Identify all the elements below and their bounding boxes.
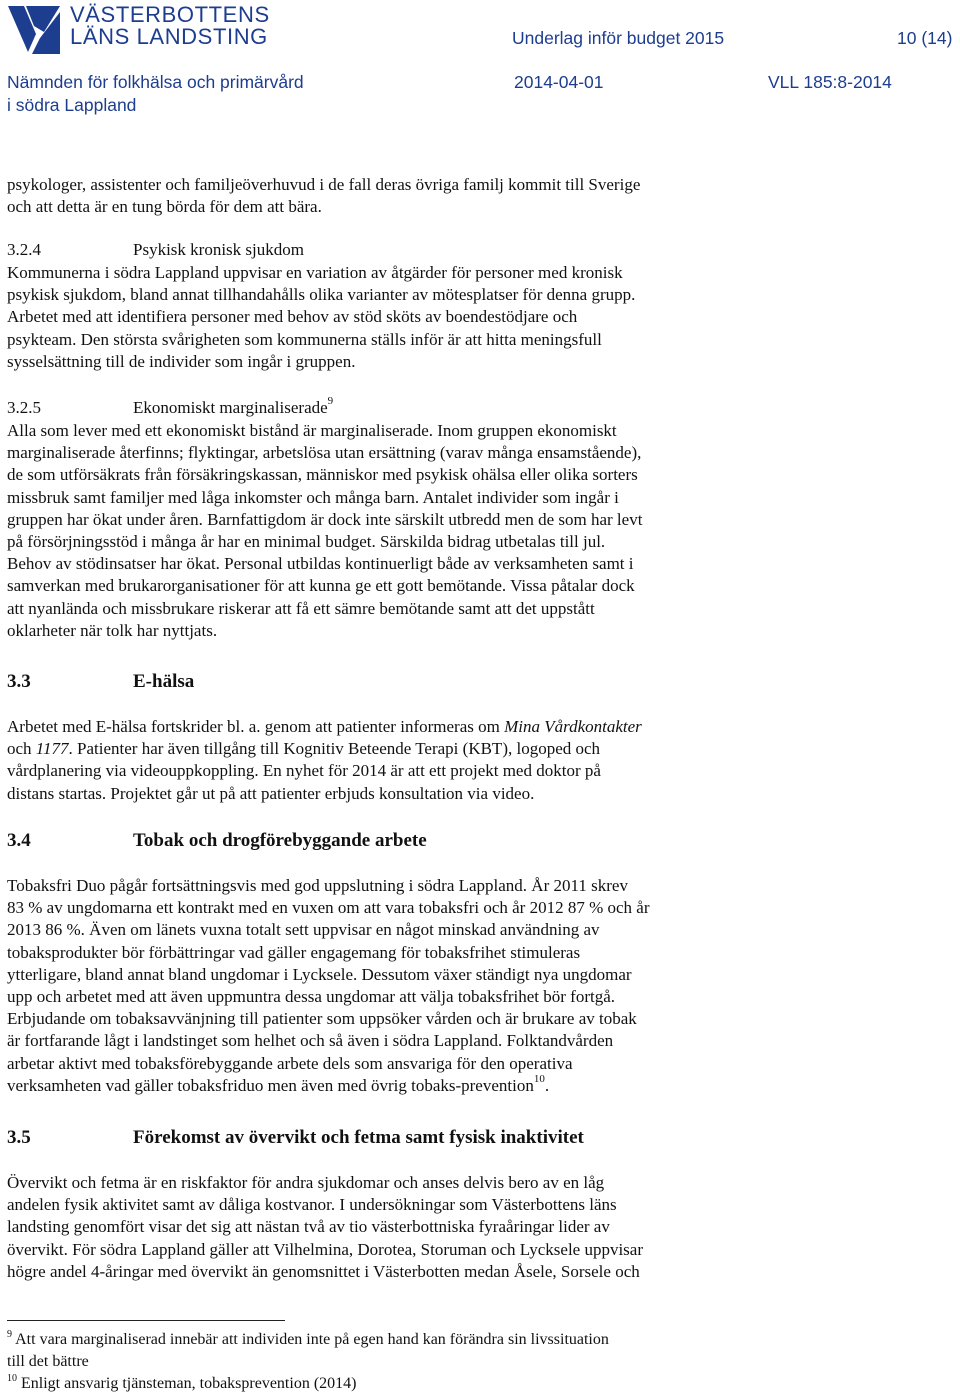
page-number: 10 (14): [897, 28, 953, 48]
text-line: ytterligare, bland annat bland ungdomar i Lycksele. Dessutom växer ständigt nya ungdomar: [7, 964, 632, 984]
footnote-9-continued: till det bättre: [7, 1353, 89, 1370]
text-line: Arbetet med att identifiera personer med behov av stöd sköts av boendestödjare och: [7, 307, 578, 327]
text-line: [7, 716, 953, 738]
text-line: de som utförsäkrats från försäkringskassan, människor med psykisk ohälsa eller olika sorters: [7, 465, 638, 485]
mina-vardkontakter-text: Mina Vårdkontakter: [504, 717, 642, 736]
document-date: 2014-04-01: [514, 72, 604, 92]
section-3-5-body: [7, 1172, 953, 1283]
text-line: distans startas. Projektet går ut på att patienter erbjuds konsultation via video.: [7, 783, 535, 803]
section-3-2-5-heading: [133, 395, 334, 418]
intro-paragraph: [7, 174, 953, 218]
committee-name-line1: Nämnden för folkhälsa och primärvård: [7, 72, 304, 92]
footnote-text: Enligt ansvarig tjänsteman, tobaksprevention (2014): [21, 1375, 357, 1392]
text-run: .: [544, 1075, 550, 1095]
text-line: Tobaksfri Duo pågår fortsättningsvis med god uppslutning i södra Lappland. År 2011 skrev: [7, 876, 628, 895]
footnote-number: 10: [7, 1372, 17, 1384]
text-line: vårdplanering via videouppkoppling. En nyhet för 2014 är att ett projekt med doktor på: [7, 761, 601, 781]
text-line: psykologer, assistenter och familjeöverhuvud i de fall deras övriga familj kommit till Sverige: [7, 175, 641, 194]
text-line: tobaksprodukter bör förbättringar vad gäller engagemang för tobaksfrihet stimuleras: [7, 942, 581, 962]
text-line: gruppen har ökat under åren. Barnfattigdom är dock inte särskilt utbredd men de som har levt: [7, 509, 643, 529]
landsting-logo-icon: [6, 4, 62, 56]
text-line: 2013 86 %. Även om länets vuxna totalt sett uppvisar en något minskad användning av: [7, 920, 600, 940]
document-title: Underlag inför budget 2015: [512, 28, 725, 48]
text-line: psykisk sjukdom, bland annat tillhandahålls olika varianter av mötesplatser för denna grupp.: [7, 285, 636, 305]
text-line: [7, 1075, 953, 1097]
footnote-separator: [7, 1320, 285, 1321]
text-line: oklarheter när tolk har nyttjats.: [7, 620, 218, 640]
section-3-5-title: Förekomst av övervikt och fetma samt fysisk inaktivitet: [133, 1127, 584, 1148]
section-3-2-5-number: 3.2.5: [7, 398, 41, 417]
text-line: 83 % av ungdomarna ett kontrakt med en vuxen om att vara tobaksfri och år 2012 87 % och år: [7, 898, 650, 918]
section-3-2-4-body: [7, 262, 953, 373]
document-reference: VLL 185:8-2014: [768, 72, 892, 92]
text-line: [7, 738, 953, 760]
text-line: Erbjudande om tobaksavvänjning till patienter som uppsöker vården och är brukare av tobak: [7, 1009, 637, 1029]
text-line: samverkan med brukarorganisationer för att kunna ge ett gott bemötande. Vissa påtalar dock: [7, 576, 635, 596]
text-line: är fortfarande lågt i landstinget som helhet och så även i södra Lappland. Folktandvården: [7, 1031, 614, 1051]
1177-text: 1177: [35, 739, 69, 759]
footnote-ref-10[interactable]: 10: [533, 1073, 545, 1086]
text-line: övervikt. För södra Lappland gäller att Vilhelmina, Dorotea, Storuman och Lycksele uppvisar: [7, 1239, 644, 1259]
footnote-10: [7, 1372, 357, 1393]
section-3-4-body: [7, 875, 953, 1097]
text-run: . Patienter har även tillgång till Kognitiv Beteende Terapi (KBT), logoped och: [68, 739, 601, 759]
text-run: verksamheten vad gäller tobaksfriduo men även med övrig tobaks-prevention: [7, 1075, 534, 1095]
text-line: andelen fysik aktivitet samt av dåliga kostvanor. I undersökningar som Västerbottens läns: [7, 1195, 617, 1215]
org-name-line2: LÄNS LANDSTING: [70, 24, 268, 49]
org-name-line1: VÄSTERBOTTENS: [70, 2, 270, 27]
text-line: sysselsättning till de individer som ingår i gruppen.: [7, 351, 356, 371]
text-line: att nyanlända och missbrukare riskerar att få ett sämre bemötande samt att det uppstått: [7, 598, 595, 618]
text-line: högre andel 4-åringar med övervikt än genomsnittet i Västerbotten medan Åsele, Sorsele och: [7, 1261, 640, 1281]
section-3-2-5-title: Ekonomiskt marginaliserade: [133, 398, 328, 417]
text-run: Arbetet med E-hälsa fortskrider bl. a. genom att patienter informeras om: [7, 717, 505, 736]
text-line: och att detta är en tung börda för dem att bära.: [7, 197, 322, 217]
section-3-3-title: E-hälsa: [133, 671, 195, 692]
section-3-3-number: 3.3: [7, 671, 31, 692]
section-3-5-number: 3.5: [7, 1127, 31, 1148]
text-line: Alla som lever med ett ekonomiskt bistånd är marginaliserade. Inom gruppen ekonomiskt: [7, 421, 617, 440]
text-line: arbetar aktivt med tobaksförebyggande arbete dels som ansvariga för den operativa: [7, 1053, 573, 1073]
text-line: på försörjningsstöd i många år har en minimal budget. Särskilda bidrag utbetalas till jul.: [7, 531, 606, 551]
section-3-2-5-body: [7, 420, 953, 642]
footnote-text: Att vara marginaliserad innebär att individen inte på egen hand kan förändra sin livssituation: [15, 1331, 609, 1348]
text-line: Övervikt och fetma är en riskfaktor för andra sjukdomar och anses delvis bero av en låg: [7, 1173, 605, 1192]
text-line: Behov av stödinsatser har ökat. Personal utbildas kontinuerligt både av verksamheten samt i: [7, 554, 634, 574]
section-3-4-number: 3.4: [7, 830, 31, 851]
text-run: och: [7, 739, 36, 759]
text-line: marginaliserade återfinns; flyktingar, arbetslösa utan ersättning (varav många ensamstående),: [7, 443, 642, 463]
footnote-9: [7, 1328, 609, 1349]
text-line: Kommunerna i södra Lappland uppvisar en variation av åtgärder för personer med kronisk: [7, 263, 623, 282]
footnote-ref-9[interactable]: 9: [327, 395, 334, 408]
section-3-4-title: Tobak och drogförebyggande arbete: [133, 830, 427, 851]
text-line: missbruk samt familjer med låga inkomster och många barn. Antalet individer som ingår i: [7, 487, 619, 507]
section-3-3-body: [7, 716, 953, 805]
text-line: landsting genomfört visar det sig att nästan två av tio västerbottniska fyraåringar lider av: [7, 1217, 610, 1237]
committee-name-line2: i södra Lappland: [7, 95, 137, 115]
section-3-2-4-number: 3.2.4: [7, 240, 41, 259]
text-line: upp och arbetet med att även uppmuntra dessa ungdomar att välja tobaksfrihet bör fortgå.: [7, 986, 616, 1006]
section-3-2-4-title: Psykisk kronisk sjukdom: [133, 240, 304, 259]
footnote-number: 9: [7, 1328, 12, 1340]
text-line: psykteam. Den största svårigheten som kommunerna ställs inför är att hitta meningsfull: [7, 329, 602, 349]
